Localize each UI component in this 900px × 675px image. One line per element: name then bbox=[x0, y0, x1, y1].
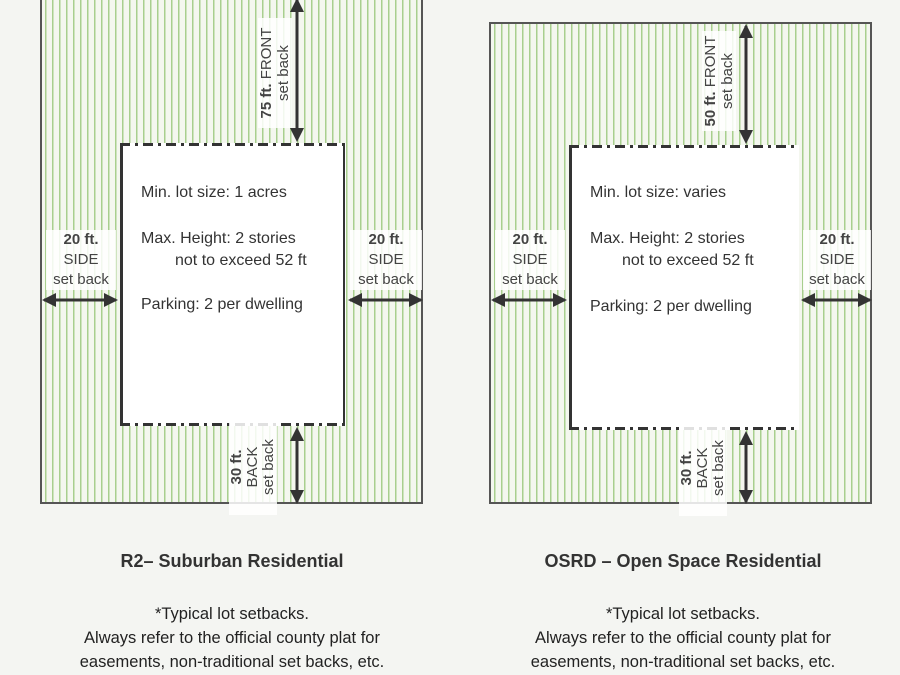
parking: Parking: 2 per dwelling bbox=[590, 298, 752, 315]
right-side-setback-label: 20 ft. SIDE set back bbox=[350, 230, 422, 290]
right-side-setback-label: 20 ft. SIDE set back bbox=[803, 230, 871, 290]
osrd-setback-note: *Typical lot setbacks. Always refer to the official county plat for easements, non-traditional set backs, etc. bbox=[530, 605, 836, 671]
min-lot-size: Min. lot size: 1 acres bbox=[141, 184, 287, 201]
lot-diagram-osrd bbox=[489, 22, 872, 504]
min-lot-size: Min. lot size: varies bbox=[590, 184, 727, 201]
max-height: Max. Height: 2 stories bbox=[590, 230, 745, 247]
r2-setback-note: *Typical lot setbacks. Always refer to the official county plat for easements, non-traditional set backs, etc. bbox=[79, 605, 385, 671]
r2-title: R2– Suburban Residential bbox=[120, 551, 344, 571]
back-setback-label: 30 ft. BACK set back bbox=[679, 420, 727, 516]
front-setback-label: 75 ft. FRONT set back bbox=[258, 18, 292, 128]
left-side-setback-label: 20 ft. SIDE set back bbox=[495, 230, 565, 290]
lot-diagram-r2 bbox=[40, 0, 423, 504]
left-side-setback-label: 20 ft. SIDE set back bbox=[46, 230, 116, 290]
max-height-limit: not to exceed 52 ft bbox=[175, 252, 307, 269]
max-height-limit: not to exceed 52 ft bbox=[622, 252, 754, 269]
osrd-title: OSRD – Open Space Residential bbox=[544, 551, 822, 571]
front-setback-label: 50 ft. FRONT set back bbox=[702, 31, 736, 131]
parking: Parking: 2 per dwelling bbox=[141, 296, 303, 313]
max-height: Max. Height: 2 stories bbox=[141, 230, 296, 247]
back-setback-label: 30 ft. BACK set back bbox=[229, 419, 277, 515]
